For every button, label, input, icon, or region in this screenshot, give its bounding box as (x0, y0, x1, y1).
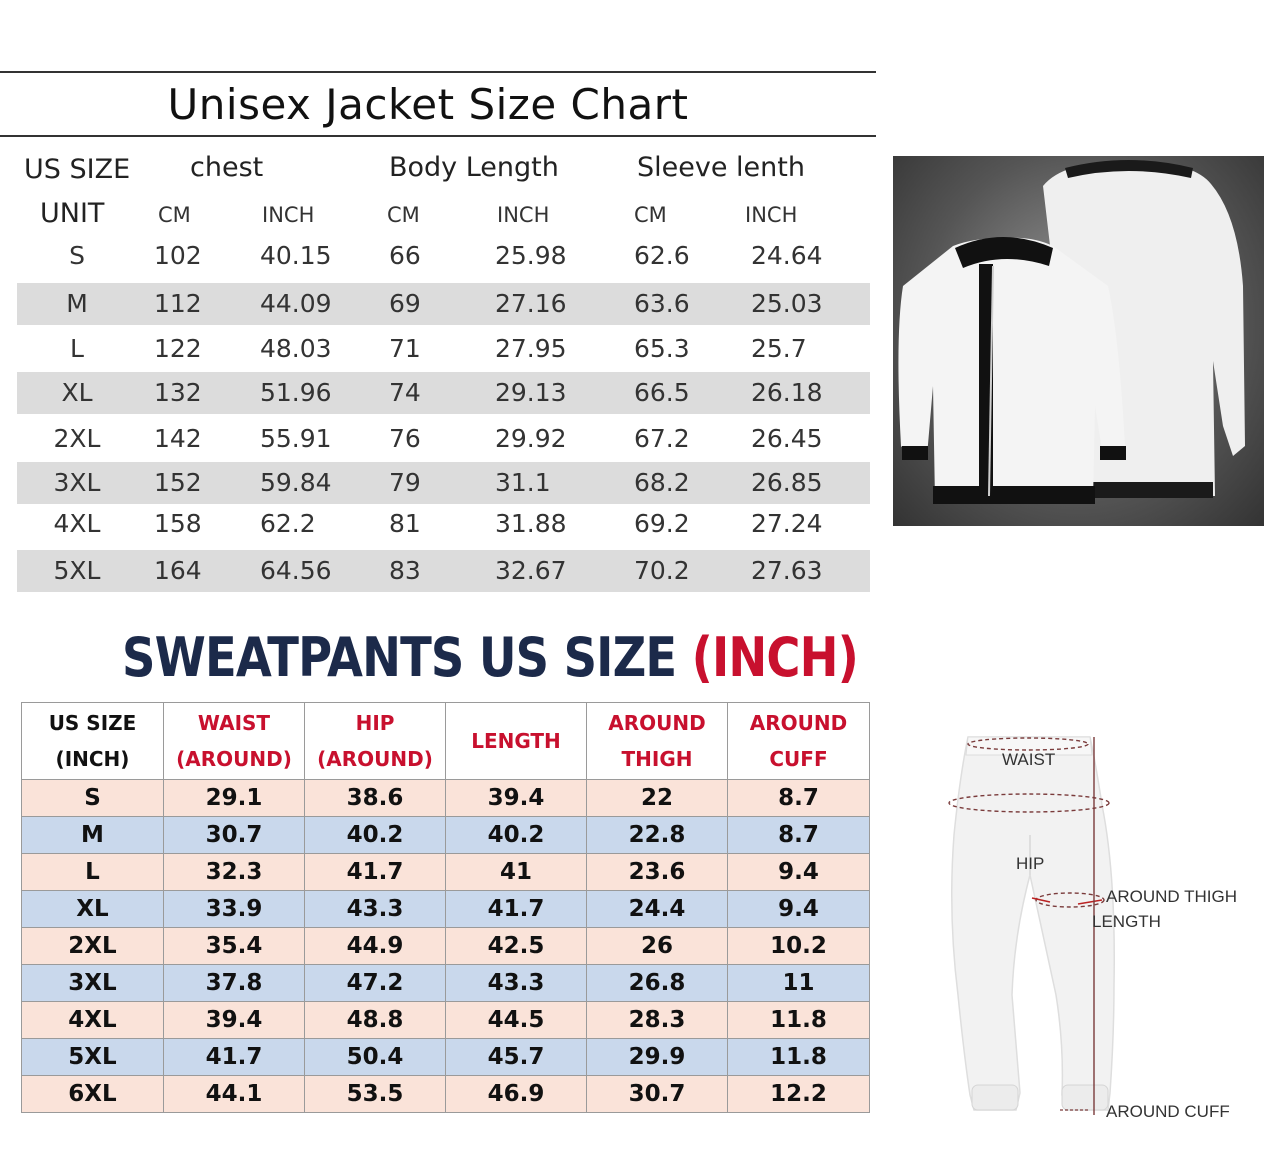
pants-cell: 11.8 (728, 1002, 870, 1039)
pants-cell: 45.7 (446, 1039, 587, 1076)
pants-cell: 43.3 (305, 891, 446, 928)
jacket-unit-body-inch: INCH (497, 203, 550, 227)
pants-row (22, 1002, 870, 1039)
pants-cell: 40.2 (305, 817, 446, 854)
jacket-header-chest: chest (190, 152, 264, 183)
jacket-cell: 71 (389, 334, 421, 363)
jacket-cell: 27.63 (751, 556, 823, 585)
jacket-row (17, 418, 870, 460)
jacket-cell: 44.09 (260, 289, 332, 318)
diagram-label-hip: HIP (1016, 854, 1045, 873)
jacket-unit-sleeve-inch: INCH (745, 203, 798, 227)
jacket-product-image (893, 156, 1264, 526)
header-line: LENGTH (471, 729, 561, 753)
header-line: AROUND (608, 711, 706, 735)
jacket-cell: 74 (389, 378, 421, 407)
pants-cell: 38.6 (305, 780, 446, 817)
header-line: AROUND (749, 711, 848, 735)
pants-cell-size: XL (22, 891, 164, 928)
pants-cell: 47.2 (305, 965, 446, 1002)
jacket-cell: 158 (154, 509, 202, 538)
jacket-cell: 48.03 (260, 334, 332, 363)
jacket-unit-chest-cm: CM (158, 203, 191, 227)
jacket-cell: 64.56 (260, 556, 332, 585)
jacket-unit-sleeve-cm: CM (634, 203, 667, 227)
jacket-cell: 55.91 (260, 424, 332, 453)
pants-cell: 33.9 (164, 891, 305, 928)
pants-cell-size: 5XL (22, 1039, 164, 1076)
jacket-header-body-length: Body Length (389, 152, 559, 183)
pants-cell: 22.8 (587, 817, 728, 854)
pants-cell: 41 (446, 854, 587, 891)
pants-cell: 50.4 (305, 1039, 446, 1076)
pants-row (22, 891, 870, 928)
jacket-unit-body-cm: CM (387, 203, 420, 227)
pants-cell: 24.4 (587, 891, 728, 928)
header-line: HIP (355, 711, 395, 735)
jacket-cell: 51.96 (260, 378, 332, 407)
jacket-row (17, 328, 870, 370)
jacket-title: Unisex Jacket Size Chart (167, 79, 689, 129)
pants-header-cuff (728, 703, 870, 780)
pants-cell: 46.9 (446, 1076, 587, 1113)
jacket-cell: 69 (389, 289, 421, 318)
jacket-row (17, 503, 870, 545)
jacket-illustration (893, 156, 1264, 526)
pants-cell-size: 6XL (22, 1076, 164, 1113)
diagram-label-thigh: AROUND THIGH (1106, 887, 1237, 906)
pants-cell: 9.4 (728, 854, 870, 891)
jacket-cell: 68.2 (634, 468, 690, 497)
jacket-cell: 27.24 (751, 509, 823, 538)
jacket-cell: 65.3 (634, 334, 690, 363)
jacket-cell: 31.88 (495, 509, 567, 538)
jacket-cell: 29.92 (495, 424, 567, 453)
jacket-cell: 66.5 (634, 378, 690, 407)
pants-row (22, 817, 870, 854)
pants-cell: 23.6 (587, 854, 728, 891)
header-line: THIGH (621, 747, 693, 771)
jacket-cell-size: XL (61, 378, 93, 407)
diagram-label-waist: WAIST (1002, 750, 1056, 769)
jacket-cell: 24.64 (751, 241, 823, 270)
jacket-header-unit: UNIT (40, 198, 105, 229)
pants-cell: 39.4 (164, 1002, 305, 1039)
jacket-cell: 31.1 (495, 468, 551, 497)
jacket-cell: 62.6 (634, 241, 690, 270)
pants-cell: 41.7 (305, 854, 446, 891)
pants-cell: 10.2 (728, 928, 870, 965)
pants-cell: 8.7 (728, 817, 870, 854)
pants-cell-size: S (22, 780, 164, 817)
jacket-cell: 112 (154, 289, 202, 318)
pants-row (22, 1076, 870, 1113)
jacket-cell: 70.2 (634, 556, 690, 585)
jacket-cell: 66 (389, 241, 421, 270)
pants-cell: 32.3 (164, 854, 305, 891)
jacket-cell-size: M (66, 289, 88, 318)
pants-cell: 28.3 (587, 1002, 728, 1039)
jacket-cell: 142 (154, 424, 202, 453)
pants-header-size (22, 703, 164, 780)
pants-cell: 42.5 (446, 928, 587, 965)
pants-cell-size: 4XL (22, 1002, 164, 1039)
jacket-cell: 26.18 (751, 378, 823, 407)
jacket-cell: 27.95 (495, 334, 567, 363)
jacket-cell: 59.84 (260, 468, 332, 497)
jacket-cell: 26.85 (751, 468, 823, 497)
jacket-row (17, 235, 870, 277)
jacket-cell: 164 (154, 556, 202, 585)
pants-cell: 8.7 (728, 780, 870, 817)
diagram-label-cuff: AROUND CUFF (1106, 1102, 1230, 1121)
pants-cell-size: 3XL (22, 965, 164, 1002)
pants-cell-size: M (22, 817, 164, 854)
pants-cell: 44.5 (446, 1002, 587, 1039)
jacket-header-size: US SIZE (24, 154, 131, 185)
pants-cell: 12.2 (728, 1076, 870, 1113)
jacket-cell: 29.13 (495, 378, 567, 407)
pants-cell: 37.8 (164, 965, 305, 1002)
jacket-cell: 79 (389, 468, 421, 497)
jacket-cell: 67.2 (634, 424, 690, 453)
pants-cell: 43.3 (446, 965, 587, 1002)
jacket-unit-chest-inch: INCH (262, 203, 315, 227)
jacket-row (17, 550, 870, 592)
jacket-cell: 25.98 (495, 241, 567, 270)
pants-row (22, 854, 870, 891)
jacket-cell: 26.45 (751, 424, 823, 453)
jacket-row (17, 462, 870, 504)
header-line: WAIST (197, 711, 271, 735)
pants-row (22, 1039, 870, 1076)
jacket-header-sleeve: Sleeve lenth (637, 152, 805, 183)
jacket-cell: 25.03 (751, 289, 823, 318)
pants-cell: 35.4 (164, 928, 305, 965)
pants-cell: 30.7 (587, 1076, 728, 1113)
pants-cell: 11 (728, 965, 870, 1002)
jacket-row (17, 372, 870, 414)
pants-cell: 30.7 (164, 817, 305, 854)
jacket-cell: 63.6 (634, 289, 690, 318)
jacket-cell: 132 (154, 378, 202, 407)
pants-cell: 9.4 (728, 891, 870, 928)
pants-header-waist (164, 703, 305, 780)
jacket-cell-size: 2XL (53, 424, 101, 453)
pants-header-hip (305, 703, 446, 780)
jacket-cell-size: S (69, 241, 85, 270)
jacket-cell: 69.2 (634, 509, 690, 538)
pants-title (122, 626, 858, 689)
pants-title-unit: (INCH) (691, 626, 858, 689)
pants-row (22, 928, 870, 965)
pants-cell: 44.9 (305, 928, 446, 965)
jacket-cell-size: 3XL (53, 468, 101, 497)
diagram-label-length: LENGTH (1092, 912, 1161, 931)
pants-title-main: SWEATPANTS US SIZE (122, 626, 677, 689)
jacket-cell: 152 (154, 468, 202, 497)
jacket-cell: 83 (389, 556, 421, 585)
jacket-cell: 81 (389, 509, 421, 538)
pants-row (22, 965, 870, 1002)
pants-table (21, 702, 870, 1113)
pants-cell: 53.5 (305, 1076, 446, 1113)
pants-header-length (446, 703, 587, 780)
jacket-cell: 102 (154, 241, 202, 270)
pants-cell: 11.8 (728, 1039, 870, 1076)
header-line: US SIZE (48, 711, 137, 735)
jacket-cell: 62.2 (260, 509, 316, 538)
pants-cell-size: 2XL (22, 928, 164, 965)
jacket-cell: 40.15 (260, 241, 332, 270)
pants-cell: 26.8 (587, 965, 728, 1002)
header-line: CUFF (769, 747, 828, 771)
jacket-cell-size: L (70, 334, 84, 363)
jacket-cell: 76 (389, 424, 421, 453)
pants-header-row (22, 703, 870, 780)
header-line: (AROUND) (317, 747, 433, 771)
pants-cell: 44.1 (164, 1076, 305, 1113)
pants-cell: 48.8 (305, 1002, 446, 1039)
pants-cell: 41.7 (164, 1039, 305, 1076)
jacket-cell-size: 4XL (53, 509, 101, 538)
pants-cell: 39.4 (446, 780, 587, 817)
jacket-cell: 25.7 (751, 334, 807, 363)
pants-cell: 22 (587, 780, 728, 817)
pants-cell: 41.7 (446, 891, 587, 928)
jacket-cell: 32.67 (495, 556, 567, 585)
pants-cell-size: L (22, 854, 164, 891)
jacket-cell: 122 (154, 334, 202, 363)
jacket-cell: 27.16 (495, 289, 567, 318)
header-line: (INCH) (55, 747, 130, 771)
header-line: (AROUND) (176, 747, 292, 771)
pants-cell: 26 (587, 928, 728, 965)
jacket-row (17, 283, 870, 325)
pants-cell: 40.2 (446, 817, 587, 854)
jacket-cell-size: 5XL (53, 556, 101, 585)
pants-measurement-diagram (930, 715, 1275, 1130)
pants-cell: 29.9 (587, 1039, 728, 1076)
pants-header-thigh (587, 703, 728, 780)
jacket-title-bar (0, 71, 876, 137)
pants-row (22, 780, 870, 817)
pants-cell: 29.1 (164, 780, 305, 817)
